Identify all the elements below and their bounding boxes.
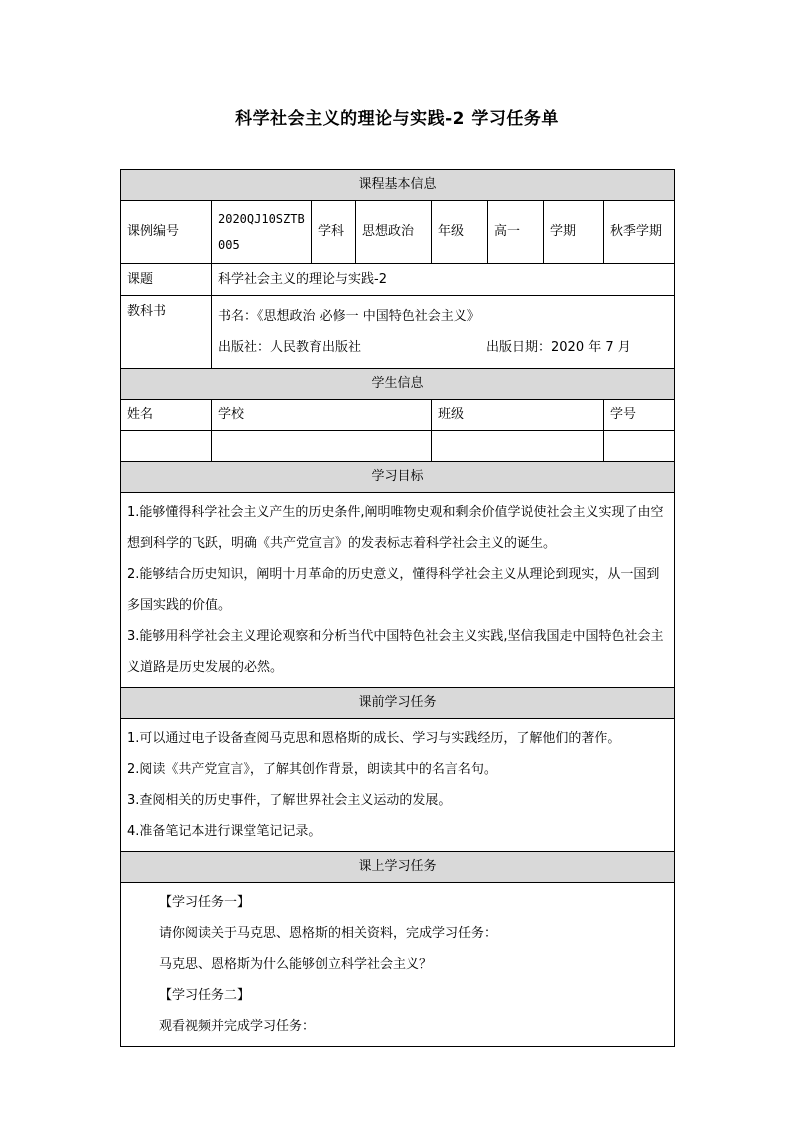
book-name: 书名：《思想政治 必修一 中国特色社会主义》 bbox=[218, 309, 480, 324]
publisher: 出版社：人民教育出版社 bbox=[218, 340, 362, 355]
pre-task-item: 1.可以通过电子设备查阅马克思和恩格斯的成长、学习与实践经历，了解他们的著作。 bbox=[127, 731, 621, 746]
textbook-value bbox=[212, 296, 675, 369]
section-header-goals: 学习目标 bbox=[121, 462, 675, 493]
pre-task-item: 3.查阅相关的历史事件，了解世界社会主义运动的发展。 bbox=[127, 793, 452, 808]
document-title: 科学社会主义的理论与实践-2 学习任务单 bbox=[235, 109, 559, 129]
grade-value: 高一 bbox=[488, 201, 544, 264]
task-two-instruction: 观看视频并完成学习任务： bbox=[159, 1019, 316, 1034]
pre-task-item: 2.阅读《共产党宣言》，了解其创作背景，朗读其中的名言名句。 bbox=[127, 762, 497, 777]
task-two-heading: 【学习任务二】 bbox=[159, 988, 251, 1003]
task-one-heading: 【学习任务一】 bbox=[159, 895, 251, 910]
student-id-field[interactable] bbox=[604, 431, 675, 462]
task-one-instruction: 请你阅读关于马克思、恩格斯的相关资料，完成学习任务： bbox=[159, 926, 498, 941]
section-header-class-tasks: 课上学习任务 bbox=[121, 852, 675, 883]
class-tasks-content bbox=[121, 883, 675, 1047]
section-header-course-info: 课程基本信息 bbox=[121, 170, 675, 201]
case-number-label: 课例编号 bbox=[121, 201, 212, 264]
student-id-label: 学号 bbox=[604, 400, 675, 431]
topic-label: 课题 bbox=[121, 264, 212, 296]
subject-label: 学科 bbox=[312, 201, 356, 264]
class-label: 班级 bbox=[432, 400, 604, 431]
term-label: 学期 bbox=[544, 201, 604, 264]
goal-item: 2.能够结合历史知识，阐明十月革命的历史意义，懂得科学社会主义从理论到现实，从一国到多国实践的价值。 bbox=[127, 567, 660, 613]
subject-value: 思想政治 bbox=[356, 201, 432, 264]
section-header-pre-tasks: 课前学习任务 bbox=[121, 688, 675, 719]
goal-item: 1.能够懂得科学社会主义产生的历史条件,阐明唯物史观和剩余价值学说使社会主义实现了由空想到科学的飞跃，明确《共产党宣言》的发表标志着科学社会主义的诞生。 bbox=[127, 505, 664, 551]
pre-task-item: 4.准备笔记本进行课堂笔记记录。 bbox=[127, 824, 322, 839]
school-field[interactable] bbox=[212, 431, 432, 462]
class-field[interactable] bbox=[432, 431, 604, 462]
task-one-question: 马克思、恩格斯为什么能够创立科学社会主义？ bbox=[159, 957, 433, 972]
goal-item: 3.能够用科学社会主义理论观察和分析当代中国特色社会主义实践,坚信我国走中国特色社会主义道路是历史发展的必然。 bbox=[127, 629, 664, 675]
section-header-student-info: 学生信息 bbox=[121, 369, 675, 400]
name-field[interactable] bbox=[121, 431, 212, 462]
task-sheet-table bbox=[120, 169, 675, 1047]
textbook-label: 教科书 bbox=[121, 296, 212, 369]
term-value: 秋季学期 bbox=[604, 201, 675, 264]
topic-value: 科学社会主义的理论与实践-2 bbox=[212, 264, 675, 296]
name-label: 姓名 bbox=[121, 400, 212, 431]
case-number-value: 2020QJ10SZTB 005 bbox=[212, 201, 312, 264]
pre-tasks-list bbox=[121, 719, 675, 852]
goals-list bbox=[121, 493, 675, 688]
grade-label: 年级 bbox=[432, 201, 488, 264]
publish-date: 出版日期：2020 年 7 月 bbox=[486, 340, 631, 355]
school-label: 学校 bbox=[212, 400, 432, 431]
